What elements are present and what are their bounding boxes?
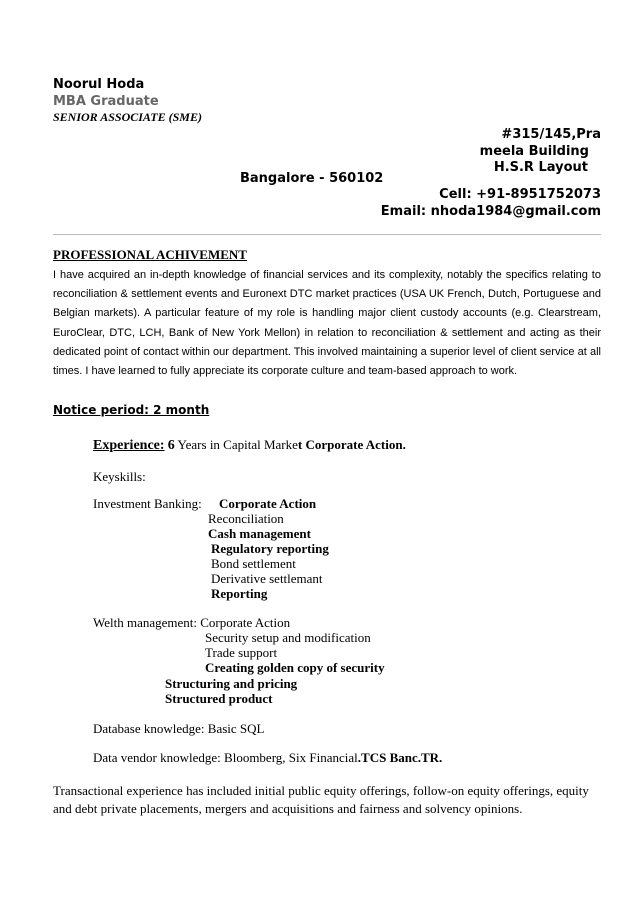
vendor-text: Data vendor knowledge: Bloomberg, Six Financial xyxy=(93,750,358,765)
welth-management-label: Welth management: Corporate Action xyxy=(93,615,291,630)
investment-banking-label: Investment Banking: xyxy=(93,496,202,511)
achievement-paragraph xyxy=(53,266,601,381)
achievement-line: times. I have learned to fully appreciate its corporate culture and team-based approach to work. xyxy=(53,365,518,378)
skill-item: Reconciliation xyxy=(208,511,284,526)
experience-label: Experience: xyxy=(93,438,165,453)
transactional-paragraph: Transactional experience has included initial public equity offerings, follow-on equity offerings, equity and debt private placements, mergers and acquisitions and fairness and solvency opinions. xyxy=(53,783,589,816)
skill-item: Regulatory reporting xyxy=(211,541,329,556)
achievement-line: reconciliation & settlement events and Euronext DTC market practices (USA UK French, Dutch, Portuguese and xyxy=(53,288,601,301)
vendor-knowledge xyxy=(93,750,442,766)
skill-item: Corporate Action xyxy=(219,496,317,511)
position-title: SENIOR ASSOCIATE (SME) xyxy=(53,110,202,124)
skill-item: Trade support xyxy=(205,645,278,660)
vendor-bold: .TCS Banc.TR. xyxy=(357,750,443,765)
divider xyxy=(53,234,601,235)
degree: MBA Graduate xyxy=(53,94,159,109)
skill-item: Structuring and pricing xyxy=(165,676,298,691)
candidate-name: Noorul Hoda xyxy=(53,77,145,92)
experience-years: 6 xyxy=(167,438,175,453)
section-heading-achievement: PROFESSIONAL ACHIVEMENT xyxy=(53,247,247,262)
skill-item: Reporting xyxy=(211,586,268,601)
skill-item: Cash management xyxy=(208,526,311,541)
skill-item: Security setup and modification xyxy=(205,630,371,645)
achievement-line: dedicated point of contact within our department. This involved maintaining a superior level of client service at all xyxy=(53,345,601,358)
experience-text-end: t Corporate Action. xyxy=(297,437,406,452)
address-line-1: #315/145,Pra xyxy=(501,127,601,142)
address-city: Bangalore - 560102 xyxy=(240,171,384,186)
keyskills-label: Keyskills: xyxy=(93,469,146,484)
notice-period: Notice period: 2 month xyxy=(53,403,210,417)
skill-item: Structured product xyxy=(165,691,273,706)
address-line-2: meela Building xyxy=(479,144,589,159)
database-knowledge: Database knowledge: Basic SQL xyxy=(93,721,265,736)
cell-number: Cell: +91-8951752073 xyxy=(439,187,601,202)
achievement-line: Belgian markets). A particular feature of my role is handling major client custody accounts (e.g. Clearstream, xyxy=(53,307,601,320)
experience-line xyxy=(93,437,406,454)
achievement-line: EuroClear, DTC, LCH, Bank of New York Mellon) in relation to reconciliation & settlement and acting as their xyxy=(53,326,601,339)
experience-text: Years in Capital Marke xyxy=(174,437,298,452)
address-line-3: H.S.R Layout xyxy=(493,160,588,175)
skill-item: Derivative settlemant xyxy=(211,571,323,586)
email: Email: nhoda1984@gmail.com xyxy=(380,204,601,219)
achievement-line: I have acquired an in-depth knowledge of financial services and its complexity, notably the specifics relating to xyxy=(53,269,601,281)
skill-item: Creating golden copy of security xyxy=(205,660,385,675)
skill-item: Bond settlement xyxy=(211,556,296,571)
